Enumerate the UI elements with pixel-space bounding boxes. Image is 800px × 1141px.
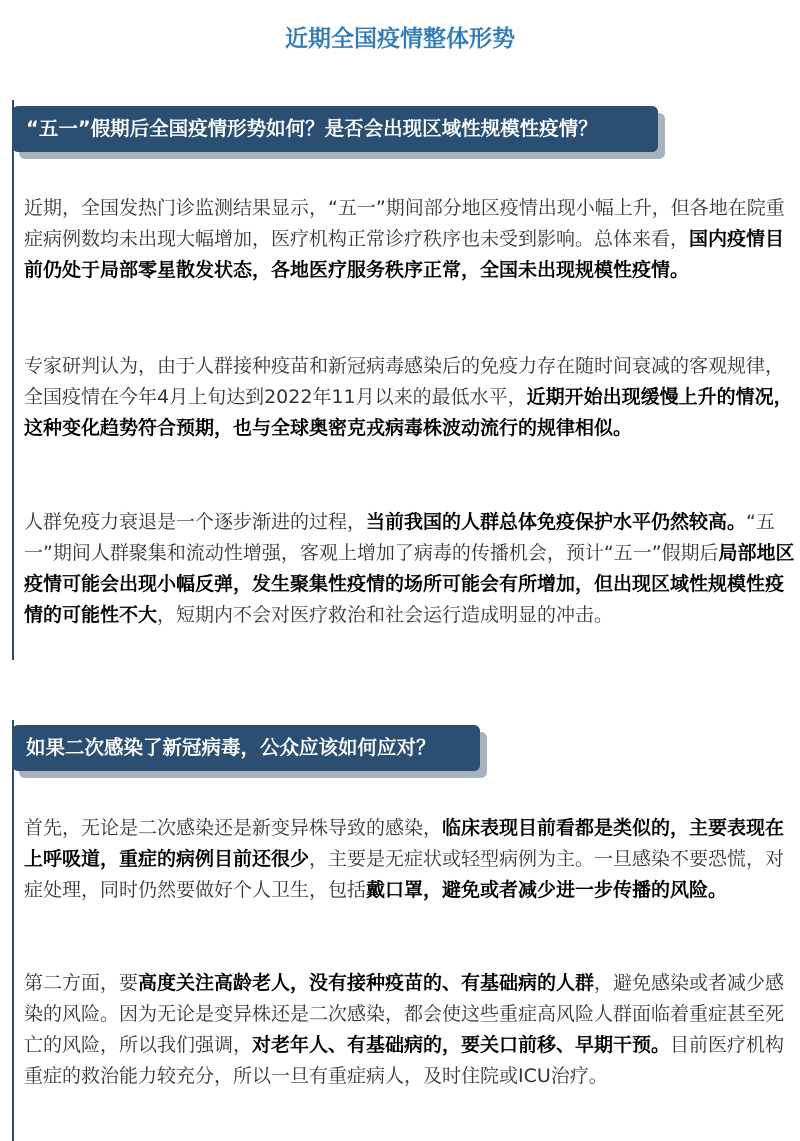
emphasis-text: 局部地区疫情可能会出现小幅反弹，发生聚集性疫情的场所可能会有所增加，但出现区域性规模性疫情的可能性不大 (24, 542, 795, 626)
section2-side-line (12, 720, 14, 1141)
emphasis-text: 戴口罩，避免或者减少进一步传播的风险。 (366, 879, 728, 901)
body-text: 近期，全国发热门诊监测结果显示，“五一”期间部分地区疫情出现小幅上升，但各地在院重症病例数均未出现大幅增加，医疗机构正常诊疗秩序也未受到影响。总体来看， (24, 197, 785, 250)
section1-heading: “五一”假期后全国疫情形势如何？是否会出现区域性规模性疫情？ (26, 117, 598, 140)
section1-paragraph-1 (24, 193, 800, 286)
emphasis-text: 当前我国的人群总体免疫保护水平仍然较高。 (366, 511, 747, 533)
body-text: ，短期内不会对医疗救治和社会运行造成明显的冲击。 (157, 604, 614, 626)
body-text: 目前医疗机构重症的救治能力较充分，所以一旦有重症病人，及时住院或ICU治疗。 (24, 1034, 785, 1087)
emphasis-text: 近期开始出现缓慢上升的情况，这种变化趋势符合预期，也与全球奥密克戎病毒株波动流行的规律相似。 (24, 386, 793, 439)
section2-heading-banner (12, 725, 480, 771)
section1-paragraph-3 (24, 507, 800, 631)
body-text: ，避免感染或者减少感染的风险。因为无论是变异株还是二次感染，都会使这些重症高风险人群面临着重症甚至死亡的风险，所以我们强调， (24, 972, 785, 1056)
emphasis-text: 高度关注高龄老人，没有接种疫苗的、有基础病的人群 (138, 972, 595, 994)
section1-paragraph-2 (24, 351, 800, 444)
section2-heading: 如果二次感染了新冠病毒，公众应该如何应对？ (26, 736, 436, 759)
page-title: 近期全国疫情整体形势 (285, 26, 515, 52)
body-text: 人群免疫力衰退是一个逐步渐进的过程， (24, 511, 367, 533)
emphasis-text: 国内疫情目前仍处于局部零星散发状态，各地医疗服务秩序正常，全国未出现规模性疫情。 (24, 228, 785, 281)
emphasis-text: 对老年人、有基础病的，要关口前移、早期干预。 (252, 1034, 671, 1056)
section2-paragraph-1 (24, 813, 800, 906)
body-text: “五一”期间人群聚集和流动性增强，客观上增加了病毒的传播机会，预计“五一”假期后 (24, 511, 775, 564)
body-text: 第二方面，要 (24, 972, 139, 994)
body-text: ，主要是无症状或轻型病例为主。一旦感染不要恐慌，对症处理，同时仍然要做好个人卫生，包括 (24, 848, 785, 901)
body-text: 专家研判认为，由于人群接种疫苗和新冠病毒感染后的免疫力存在随时间衰减的客观规律，全国疫情在今年4月上旬达到2022年11月以来的最低水平， (24, 355, 785, 408)
body-text: 首先，无论是二次感染还是新变异株导致的感染， (24, 817, 443, 839)
emphasis-text: 临床表现目前看都是类似的，主要表现在上呼吸道，重症的病例目前还很少 (24, 817, 785, 870)
section1-heading-banner (12, 106, 658, 152)
section1-side-line (12, 100, 14, 660)
section2-paragraph-2 (24, 968, 800, 1092)
